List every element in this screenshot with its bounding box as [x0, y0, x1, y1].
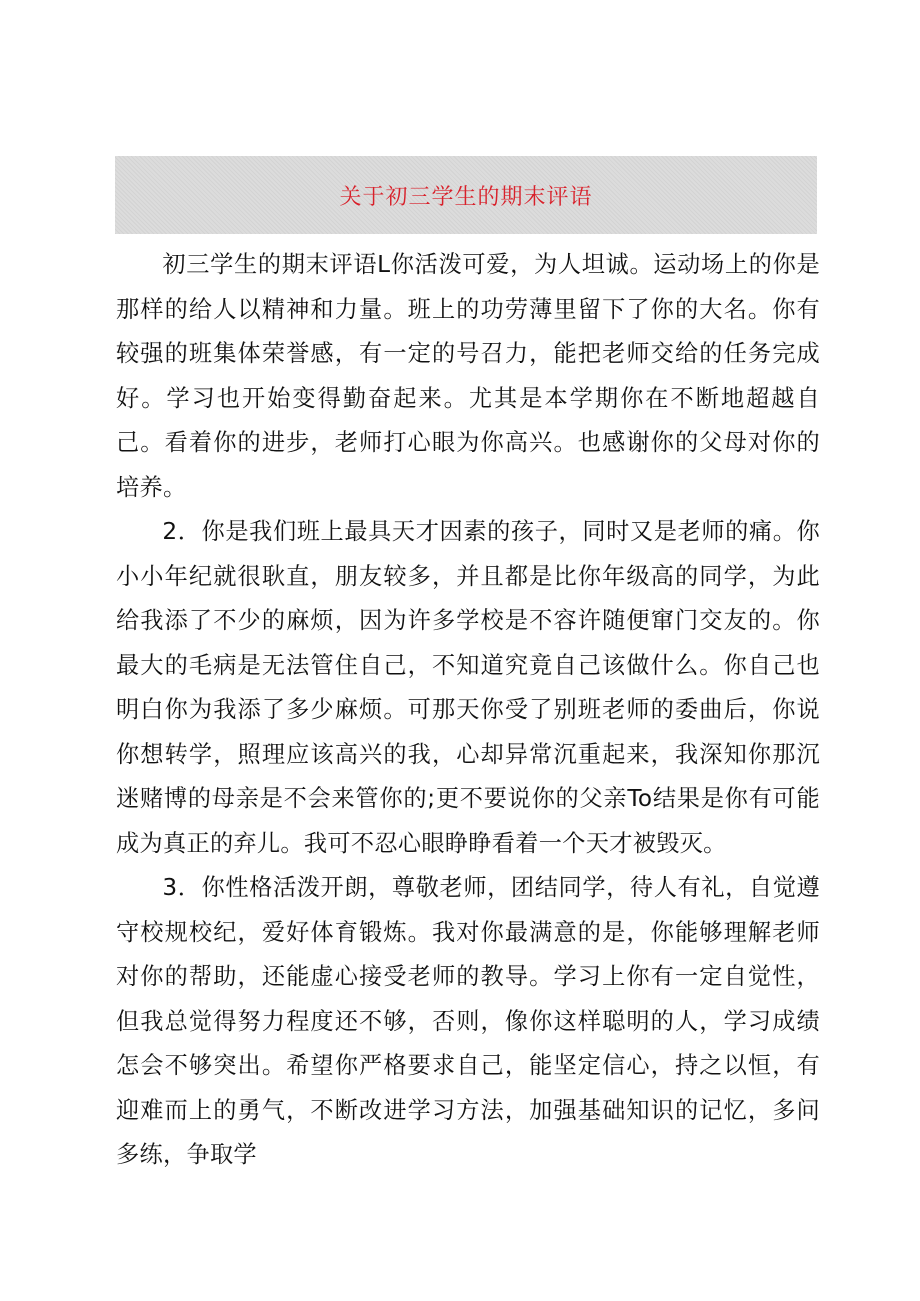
document-title: 关于初三学生的期末评语 [339, 184, 593, 210]
paragraph-2: 2．你是我们班上最具天才因素的孩子，同时又是老师的痛。你小小年纪就很耿直，朋友较多，并且都是比你年级高的同学，为此给我添了不少的麻烦，因为许多学校是不容许随便窜门交友的。你最大的毛病是无法管住自己，不知道究竟自己该做什么。你自己也明白你为我添了多少麻烦。可那天你受了别班老师的委曲后，你说你想转学，照理应该高兴的我，心却异常沉重起来，我深知你那沉迷赌博的母亲是不会来管你的;更不要说你的父亲To结果是你有可能成为真正的弃儿。我可不忍心眼睁睁看着一个天才被毁灭。 [116, 518, 820, 857]
paragraph-3: 3．你性格活泼开朗，尊敬老师，团结同学，待人有礼，自觉遵守校规校纪，爱好体育锻炼。我对你最满意的是，你能够理解老师对你的帮助，还能虚心接受老师的教导。学习上你有一定自觉性，但我总觉得努力程度还不够，否则，像你这样聪明的人，学习成绩怎会不够突出。希望你严格要求自己，能坚定信心，持之以恒，有迎难而上的勇气，不断改进学习方法，加强基础知识的记忆，多问多练，争取学 [116, 874, 820, 1168]
title-banner [115, 156, 817, 234]
paragraph-1: 初三学生的期末评语L你活泼可爱，为人坦诚。运动场上的你是那样的给人以精神和力量。班上的功劳薄里留下了你的大名。你有较强的班集体荣誉感，有一定的号召力，能把老师交给的任务完成好。学习也开始变得勤奋起来。尤其是本学期你在不断地超越自己。看着你的进步，老师打心眼为你高兴。也感谢你的父母对你的培养。 [116, 251, 820, 501]
document-body [116, 243, 820, 1178]
